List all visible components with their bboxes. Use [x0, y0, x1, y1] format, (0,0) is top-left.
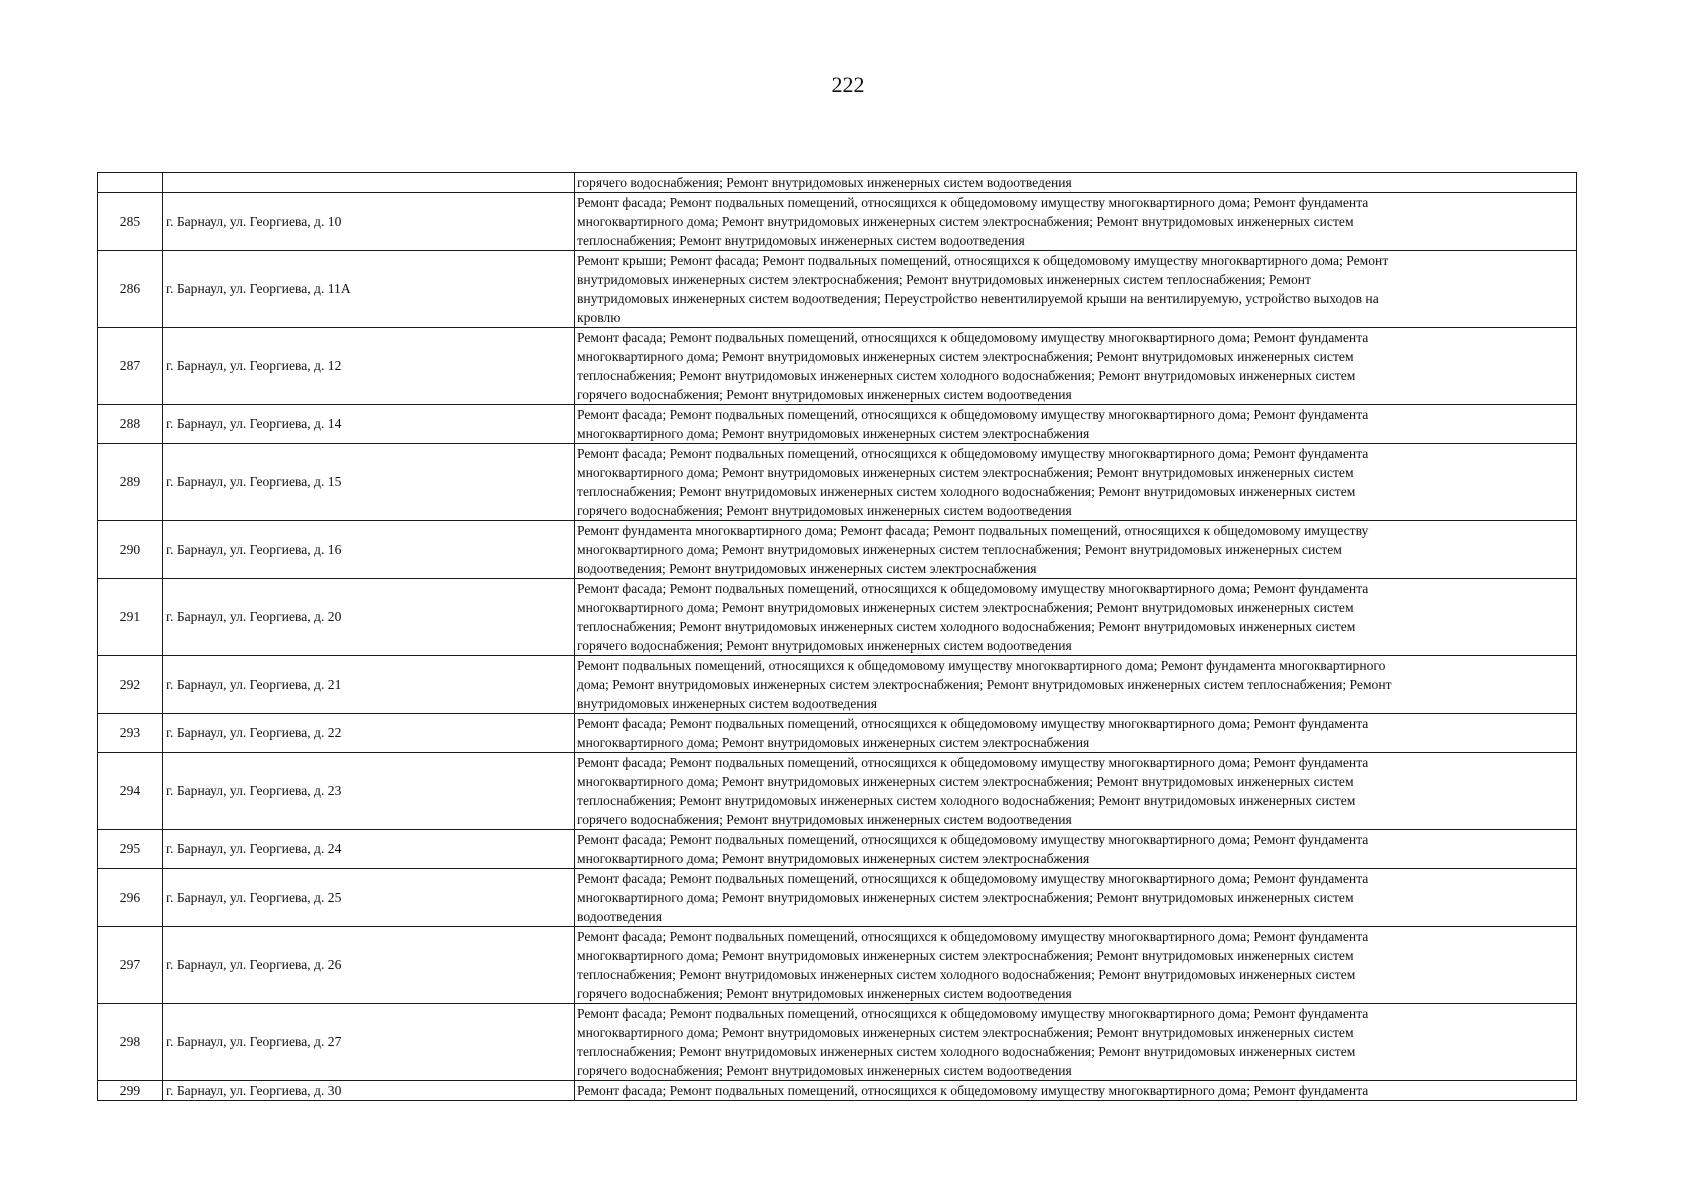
table-row [98, 753, 1577, 830]
work-line: Ремонт фасада; Ремонт подвальных помещений, относящихся к общедомовому имуществу многоквартирного дома; Ремонт фундамента [577, 446, 1369, 461]
works-cell [575, 1004, 1577, 1081]
work-line: Ремонт подвальных помещений, относящихся к общедомовому имуществу многоквартирного дома; Ремонт фундамента многоквартирного [577, 658, 1386, 673]
work-line: Ремонт фасада; Ремонт подвальных помещений, относящихся к общедомовому имуществу многоквартирного дома; Ремонт фундамента [577, 1006, 1369, 1021]
table-row [98, 1004, 1577, 1081]
table-row [98, 173, 1577, 193]
work-line: многоквартирного дома; Ремонт внутридомовых инженерных систем электроснабжения; Ремонт внутридомовых инженерных систем [577, 465, 1354, 480]
work-line: теплоснабжения; Ремонт внутридомовых инженерных систем холодного водоснабжения; Ремонт внутридомовых инженерных систем [577, 967, 1356, 982]
work-line: многоквартирного дома; Ремонт внутридомовых инженерных систем теплоснабжения; Ремонт внутридомовых инженерных систем [577, 542, 1342, 557]
row-number-cell [98, 173, 163, 193]
row-number-cell: 288 [98, 405, 163, 444]
table-body [98, 173, 1577, 1101]
table-row [98, 1081, 1577, 1101]
work-line: Ремонт фасада; Ремонт подвальных помещений, относящихся к общедомовому имуществу многоквартирного дома; Ремонт фундамента [577, 407, 1369, 422]
address-cell: г. Барнаул, ул. Георгиева, д. 15 [163, 444, 575, 521]
work-line: Ремонт фасада; Ремонт подвальных помещений, относящихся к общедомовому имуществу многоквартирного дома; Ремонт фундамента [577, 716, 1369, 731]
page-number: 222 [831, 72, 865, 97]
work-line: кровлю [577, 310, 621, 325]
work-line: теплоснабжения; Ремонт внутридомовых инженерных систем холодного водоснабжения; Ремонт внутридомовых инженерных систем [577, 619, 1356, 634]
table-row [98, 714, 1577, 753]
work-line: дома; Ремонт внутридомовых инженерных систем электроснабжения; Ремонт внутридомовых инженерных систем теплоснабжения; Ремонт [577, 677, 1392, 692]
work-line: горячего водоснабжения; Ремонт внутридомовых инженерных систем водоотведения [577, 175, 1072, 190]
work-line: теплоснабжения; Ремонт внутридомовых инженерных систем холодного водоснабжения; Ремонт внутридомовых инженерных систем [577, 484, 1356, 499]
row-number-cell: 298 [98, 1004, 163, 1081]
work-line: многоквартирного дома; Ремонт внутридомовых инженерных систем электроснабжения; Ремонт внутридомовых инженерных систем [577, 349, 1354, 364]
table-row [98, 830, 1577, 869]
works-cell [575, 251, 1577, 328]
table-row [98, 927, 1577, 1004]
work-line: теплоснабжения; Ремонт внутридомовых инженерных систем водоотведения [577, 233, 1025, 248]
work-line: многоквартирного дома; Ремонт внутридомовых инженерных систем электроснабжения; Ремонт внутридомовых инженерных систем [577, 600, 1354, 615]
row-number-cell: 293 [98, 714, 163, 753]
work-line: многоквартирного дома; Ремонт внутридомовых инженерных систем электроснабжения [577, 851, 1090, 866]
work-line: теплоснабжения; Ремонт внутридомовых инженерных систем холодного водоснабжения; Ремонт внутридомовых инженерных систем [577, 1044, 1356, 1059]
works-cell [575, 753, 1577, 830]
row-number-cell: 290 [98, 521, 163, 579]
work-line: многоквартирного дома; Ремонт внутридомовых инженерных систем электроснабжения; Ремонт внутридомовых инженерных систем [577, 774, 1354, 789]
works-cell [575, 521, 1577, 579]
work-line: многоквартирного дома; Ремонт внутридомовых инженерных систем электроснабжения [577, 426, 1090, 441]
works-cell [575, 328, 1577, 405]
work-line: горячего водоснабжения; Ремонт внутридомовых инженерных систем водоотведения [577, 986, 1072, 1001]
row-number-cell: 297 [98, 927, 163, 1004]
row-number-cell: 296 [98, 869, 163, 927]
works-cell [575, 405, 1577, 444]
row-number-cell: 286 [98, 251, 163, 328]
work-line: Ремонт крыши; Ремонт фасада; Ремонт подвальных помещений, относящихся к общедомовому имуществу многоквартирного дома; Ремонт [577, 253, 1389, 268]
table-row [98, 328, 1577, 405]
table-row [98, 405, 1577, 444]
address-cell [163, 173, 575, 193]
work-line: внутридомовых инженерных систем водоотведения [577, 696, 878, 711]
works-cell [575, 656, 1577, 714]
work-line: многоквартирного дома; Ремонт внутридомовых инженерных систем электроснабжения [577, 735, 1090, 750]
work-line: водоотведения [577, 909, 662, 924]
work-line: горячего водоснабжения; Ремонт внутридомовых инженерных систем водоотведения [577, 503, 1072, 518]
works-cell [575, 444, 1577, 521]
works-cell [575, 193, 1577, 251]
address-cell: г. Барнаул, ул. Георгиева, д. 23 [163, 753, 575, 830]
works-cell [575, 869, 1577, 927]
work-line: Ремонт фасада; Ремонт подвальных помещений, относящихся к общедомовому имуществу многоквартирного дома; Ремонт фундамента [577, 832, 1369, 847]
work-line: внутридомовых инженерных систем электроснабжения; Ремонт внутридомовых инженерных систем теплоснабжения; Ремонт [577, 272, 1311, 287]
work-line: Ремонт фасада; Ремонт подвальных помещений, относящихся к общедомовому имуществу многоквартирного дома; Ремонт фундамента [577, 871, 1369, 886]
works-cell [575, 830, 1577, 869]
work-line: горячего водоснабжения; Ремонт внутридомовых инженерных систем водоотведения [577, 638, 1072, 653]
work-line: Ремонт фасада; Ремонт подвальных помещений, относящихся к общедомовому имуществу многоквартирного дома; Ремонт фундамента [577, 929, 1369, 944]
work-line: горячего водоснабжения; Ремонт внутридомовых инженерных систем водоотведения [577, 1063, 1072, 1078]
row-number-cell: 287 [98, 328, 163, 405]
row-number-cell: 285 [98, 193, 163, 251]
work-line: водоотведения; Ремонт внутридомовых инженерных систем электроснабжения [577, 561, 1037, 576]
works-cell [575, 173, 1577, 193]
work-line: многоквартирного дома; Ремонт внутридомовых инженерных систем электроснабжения; Ремонт внутридомовых инженерных систем [577, 890, 1354, 905]
table-row [98, 444, 1577, 521]
address-cell: г. Барнаул, ул. Георгиева, д. 11А [163, 251, 575, 328]
work-line: многоквартирного дома; Ремонт внутридомовых инженерных систем электроснабжения; Ремонт внутридомовых инженерных систем [577, 1025, 1354, 1040]
address-cell: г. Барнаул, ул. Георгиева, д. 22 [163, 714, 575, 753]
row-number-cell: 299 [98, 1081, 163, 1101]
address-cell: г. Барнаул, ул. Георгиева, д. 16 [163, 521, 575, 579]
row-number-cell: 295 [98, 830, 163, 869]
table-row [98, 193, 1577, 251]
table-row [98, 251, 1577, 328]
address-cell: г. Барнаул, ул. Георгиева, д. 14 [163, 405, 575, 444]
work-line: Ремонт фундамента многоквартирного дома; Ремонт фасада; Ремонт подвальных помещений, относящихся к общедомовому имуществу [577, 523, 1369, 538]
address-cell: г. Барнаул, ул. Георгиева, д. 24 [163, 830, 575, 869]
works-cell [575, 579, 1577, 656]
works-cell [575, 927, 1577, 1004]
address-cell: г. Барнаул, ул. Георгиева, д. 20 [163, 579, 575, 656]
table-row [98, 579, 1577, 656]
table-row [98, 656, 1577, 714]
work-line: Ремонт фасада; Ремонт подвальных помещений, относящихся к общедомовому имуществу многоквартирного дома; Ремонт фундамента [577, 1083, 1369, 1098]
work-line: многоквартирного дома; Ремонт внутридомовых инженерных систем электроснабжения; Ремонт внутридомовых инженерных систем [577, 948, 1354, 963]
work-line: многоквартирного дома; Ремонт внутридомовых инженерных систем электроснабжения; Ремонт внутридомовых инженерных систем [577, 214, 1354, 229]
work-line: горячего водоснабжения; Ремонт внутридомовых инженерных систем водоотведения [577, 387, 1072, 402]
table-row [98, 869, 1577, 927]
work-line: Ремонт фасада; Ремонт подвальных помещений, относящихся к общедомовому имуществу многоквартирного дома; Ремонт фундамента [577, 195, 1369, 210]
address-cell: г. Барнаул, ул. Георгиева, д. 30 [163, 1081, 575, 1101]
works-cell [575, 714, 1577, 753]
table-row [98, 521, 1577, 579]
work-line: Ремонт фасада; Ремонт подвальных помещений, относящихся к общедомовому имуществу многоквартирного дома; Ремонт фундамента [577, 755, 1369, 770]
work-line: теплоснабжения; Ремонт внутридомовых инженерных систем холодного водоснабжения; Ремонт внутридомовых инженерных систем [577, 368, 1356, 383]
address-cell: г. Барнаул, ул. Георгиева, д. 21 [163, 656, 575, 714]
work-line: Ремонт фасада; Ремонт подвальных помещений, относящихся к общедомовому имуществу многоквартирного дома; Ремонт фундамента [577, 581, 1369, 596]
address-cell: г. Барнаул, ул. Георгиева, д. 10 [163, 193, 575, 251]
row-number-cell: 291 [98, 579, 163, 656]
repair-works-table [97, 172, 1577, 1101]
work-line: горячего водоснабжения; Ремонт внутридомовых инженерных систем водоотведения [577, 812, 1072, 827]
works-cell [575, 1081, 1577, 1101]
work-line: Ремонт фасада; Ремонт подвальных помещений, относящихся к общедомовому имуществу многоквартирного дома; Ремонт фундамента [577, 330, 1369, 345]
address-cell: г. Барнаул, ул. Георгиева, д. 26 [163, 927, 575, 1004]
row-number-cell: 289 [98, 444, 163, 521]
work-line: внутридомовых инженерных систем водоотведения; Переустройство невентилируемой крыши на вентилируемую, устройство выходов на [577, 291, 1379, 306]
row-number-cell: 292 [98, 656, 163, 714]
address-cell: г. Барнаул, ул. Георгиева, д. 27 [163, 1004, 575, 1081]
work-line: теплоснабжения; Ремонт внутридомовых инженерных систем холодного водоснабжения; Ремонт внутридомовых инженерных систем [577, 793, 1356, 808]
row-number-cell: 294 [98, 753, 163, 830]
address-cell: г. Барнаул, ул. Георгиева, д. 25 [163, 869, 575, 927]
address-cell: г. Барнаул, ул. Георгиева, д. 12 [163, 328, 575, 405]
